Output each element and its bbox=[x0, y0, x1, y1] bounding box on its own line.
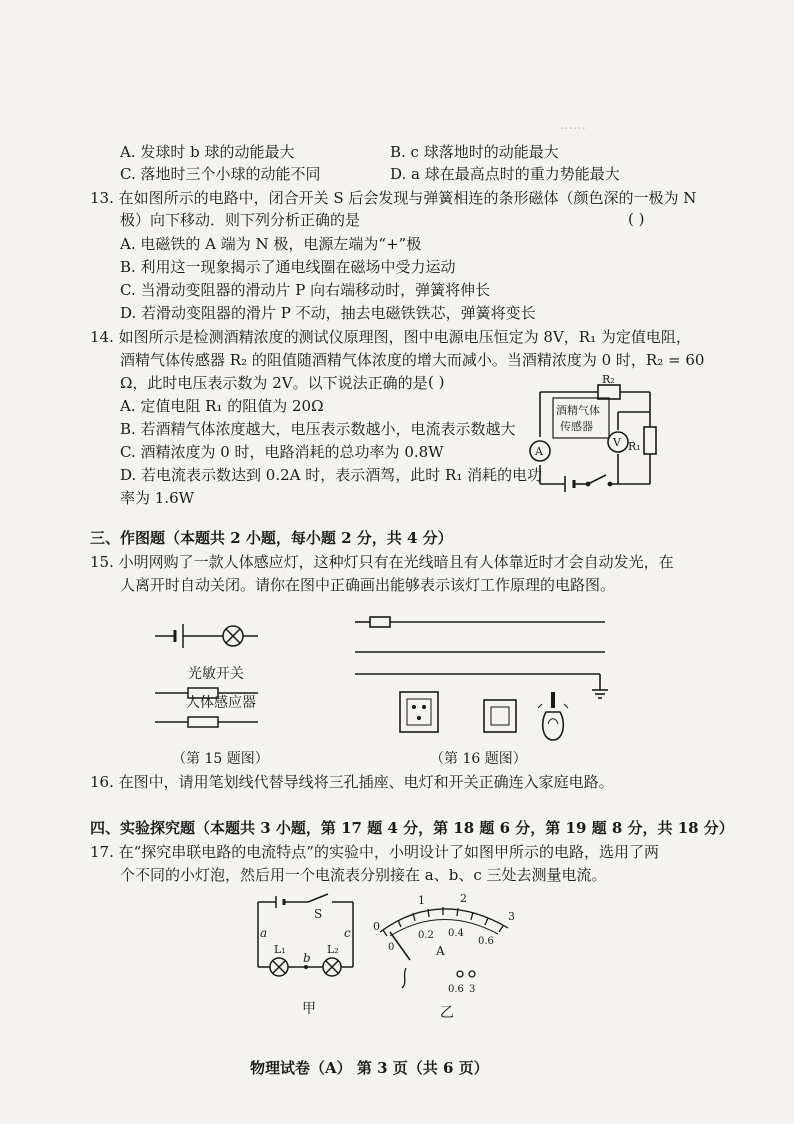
socket-face bbox=[407, 699, 431, 725]
bulb-ray-left bbox=[538, 704, 542, 708]
lead-wire-left bbox=[402, 968, 406, 988]
socket-hole-left bbox=[412, 705, 416, 709]
body-sensor-label: 人体感应器 bbox=[186, 695, 256, 711]
q15-stem-line2: 人离开时自动关闭。请你在图中正确画出能够表示该灯工作原理的电路图。 bbox=[120, 576, 616, 594]
bleed-through-text: …… bbox=[560, 118, 586, 133]
scale-bottom-0-4: 0.4 bbox=[448, 928, 464, 939]
scale-top-0: 0 bbox=[373, 920, 380, 933]
light-bulb bbox=[543, 712, 564, 740]
fuse-symbol bbox=[370, 617, 390, 627]
dial-arc-outer bbox=[380, 909, 508, 932]
bulb-filament bbox=[548, 719, 558, 724]
q14-option-d-line1: D. 若电流表示数达到 0.2A 时，表示酒驾，此时 R₁ 消耗的电功 bbox=[120, 466, 543, 484]
q14-circuit-diagram bbox=[520, 372, 670, 497]
node-b bbox=[304, 965, 308, 969]
q14-stem-line3: Ω，此时电压表示数为 2V。以下说法正确的是 bbox=[120, 374, 428, 392]
socket-hole-right bbox=[422, 705, 426, 709]
switch-rocker bbox=[491, 707, 509, 725]
scale-top-2: 2 bbox=[460, 892, 467, 905]
q14-answer-paren: ( ) bbox=[428, 373, 445, 391]
sensor-label-2: 传感器 bbox=[560, 420, 593, 433]
q14-option-b: B. 若酒精气体浓度越大，电压表示数越小，电流表示数越大 bbox=[120, 420, 516, 438]
q17-stem-line2: 个不同的小灯泡，然后用一个电流表分别接在 a、b、c 三处去测量电流。 bbox=[120, 866, 607, 884]
switch-pivot bbox=[586, 482, 589, 485]
scale-top-1: 1 bbox=[418, 894, 425, 907]
scale-bottom-0-6: 0.6 bbox=[478, 936, 494, 947]
terminal-0-6 bbox=[457, 971, 463, 977]
r2-label: R₂ bbox=[602, 373, 615, 386]
figure-b-caption: 乙 bbox=[440, 1005, 454, 1021]
q16-stem: 16. 在图中，请用笔划线代替导线将三孔插座、电灯和开关正确连入家庭电路。 bbox=[90, 773, 614, 791]
tick-1 bbox=[398, 920, 401, 927]
switch-blade bbox=[308, 894, 328, 902]
q15-figure-caption: （第 15 题图） bbox=[172, 751, 269, 767]
dial-arc-inner bbox=[390, 919, 498, 936]
q14-option-c: C. 酒精浓度为 0 时，电路消耗的总功率为 0.8W bbox=[120, 443, 444, 461]
q14-stem-line1: 14. 如图所示是检测酒精浓度的测试仪原理图，图中电源电压恒定为 8V，R₁ 为定值电阻， bbox=[90, 328, 691, 346]
q15-stem-line1: 15. 小明网购了一款人体感应灯，这种灯只有在光线暗且有人体靠近时才会自动发光，在 bbox=[90, 553, 674, 571]
q12-option-a: A. 发球时 b 球的动能最大 bbox=[120, 143, 295, 161]
q13-option-c: C. 当滑动变阻器的滑动片 P 向右端移动时，弹簧将伸长 bbox=[120, 281, 491, 299]
wall-switch bbox=[484, 700, 516, 732]
q13-stem-line2: 极）向下移动．则下列分析正确的是 bbox=[120, 211, 361, 229]
q14-stem-line2: 酒精气体传感器 R₂ 的阻值随酒精气体浓度的增大而减小。当酒精浓度为 0 时，R₂ = 60 bbox=[120, 351, 705, 369]
r2-resistor bbox=[598, 385, 620, 399]
r1-resistor bbox=[644, 427, 656, 454]
scale-bottom-0: 0 bbox=[388, 942, 395, 953]
tick-8 bbox=[499, 926, 503, 932]
tick-0 bbox=[383, 930, 387, 936]
photo-switch-label: 光敏开关 bbox=[188, 666, 244, 682]
q14-option-a: A. 定值电阻 R₁ 的阻值为 20Ω bbox=[120, 397, 324, 415]
point-a-label: a bbox=[260, 926, 268, 940]
r1-label: R₁ bbox=[628, 440, 641, 453]
q13-option-d: D. 若滑动变阻器的滑片 P 不动，抽去电磁铁铁芯，弹簧将变长 bbox=[120, 304, 536, 322]
bulb-ray-right bbox=[564, 704, 568, 708]
switch-blade bbox=[588, 475, 606, 484]
q13-option-b: B. 利用这一现象揭示了通电线圈在磁场中受力运动 bbox=[120, 258, 456, 276]
three-pin-socket bbox=[400, 692, 438, 732]
q12-option-c: C. 落地时三个小球的动能不同 bbox=[120, 165, 321, 183]
body-sensor-box bbox=[188, 717, 218, 727]
section-4-title: 四、实验探究题（本题共 3 小题，第 17 题 4 分，第 18 题 6 分，第 19 题 8 分，共 18 分） bbox=[90, 819, 734, 837]
q13-answer-paren: ( ) bbox=[628, 210, 645, 228]
figure-a-caption: 甲 bbox=[302, 1001, 316, 1017]
terminal-3 bbox=[469, 971, 475, 977]
terminal-0-6-label: 0.6 bbox=[448, 984, 464, 995]
socket-hole-earth bbox=[417, 716, 421, 720]
sensor-label-1: 酒精气体 bbox=[556, 404, 600, 417]
q16-figure-caption: （第 16 题图） bbox=[430, 751, 527, 767]
ammeter-label: A bbox=[535, 445, 543, 458]
q17-ammeter-dial bbox=[368, 890, 523, 1000]
switch-label: S bbox=[314, 907, 323, 921]
q12-option-d: D. a 球在最高点时的重力势能最大 bbox=[390, 165, 620, 183]
q17-series-circuit-diagram bbox=[248, 890, 363, 985]
q17-stem-line1: 17. 在“探究串联电路的电流特点”的实验中，小明设计了如图甲所示的电路，选用了两 bbox=[90, 843, 659, 861]
point-b-label: b bbox=[303, 951, 311, 965]
q16-household-circuit-diagram bbox=[350, 612, 615, 747]
page-footer: 物理试卷（A） 第 3 页（共 6 页） bbox=[250, 1059, 489, 1077]
switch-contact bbox=[608, 482, 611, 485]
q13-option-a: A. 电磁铁的 A 端为 N 极，电源左端为“+”极 bbox=[120, 235, 422, 253]
point-c-label: c bbox=[344, 926, 351, 940]
q14-option-d-line2: 率为 1.6W bbox=[120, 489, 195, 507]
scale-bottom-0-2: 0.2 bbox=[418, 930, 434, 941]
unit-label: A bbox=[436, 944, 445, 958]
terminal-3-label: 3 bbox=[469, 984, 476, 995]
scale-top-3: 3 bbox=[508, 910, 515, 923]
section-3-title: 三、作图题（本题共 2 小题，每小题 2 分，共 4 分） bbox=[90, 529, 453, 547]
q13-stem-line1: 13. 在如图所示的电路中，闭合开关 S 后会发现与弹簧相连的条形磁体（颜色深的一极为 N bbox=[90, 189, 697, 207]
l1-label: L₁ bbox=[274, 943, 286, 956]
l2-label: L₂ bbox=[327, 943, 339, 956]
tick-7 bbox=[485, 918, 488, 925]
voltmeter-label: V bbox=[613, 436, 621, 449]
q12-option-b: B. c 球落地时的动能最大 bbox=[390, 143, 559, 161]
